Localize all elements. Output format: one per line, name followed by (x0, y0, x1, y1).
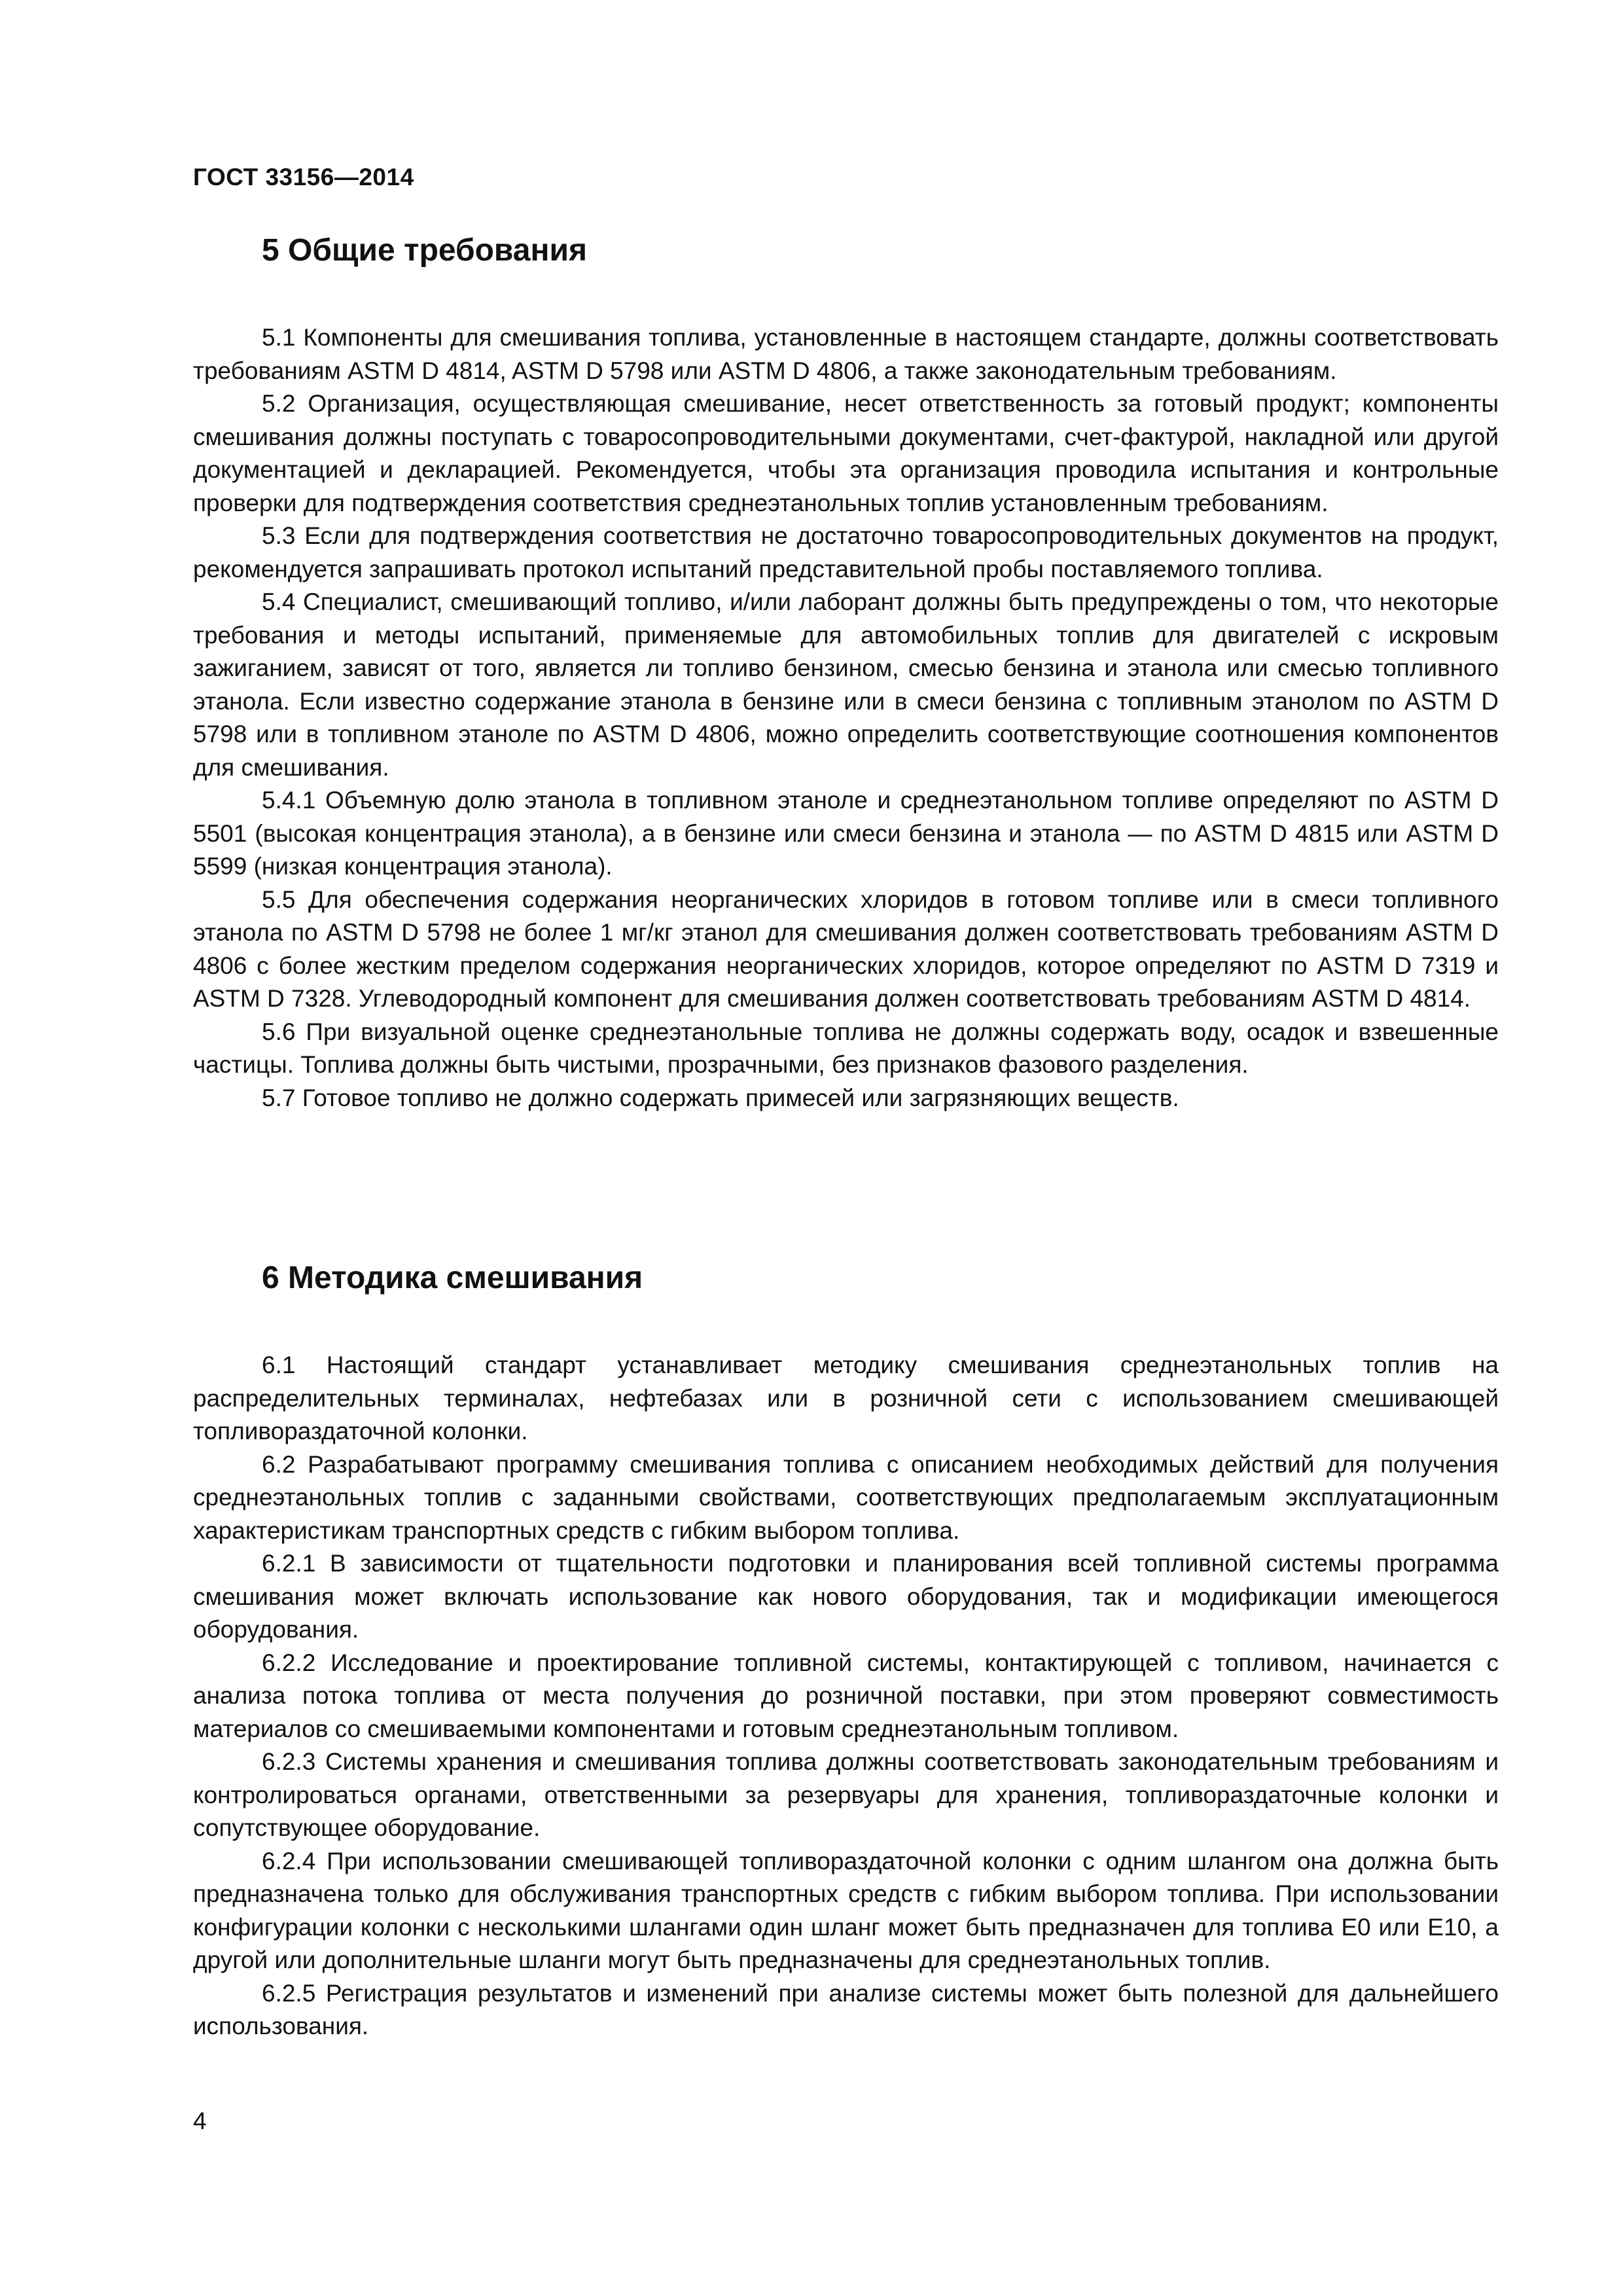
paragraph-6-1: 6.1 Настоящий стандарт устанавливает методику смешивания среднеэтанольных топлив на распределительных терминалах, нефтебазах или в розничной сети с использованием смешивающей топливораздаточной колонки. (193, 1352, 1499, 1444)
paragraph-5-6: 5.6 При визуальной оценке среднеэтанольные топлива не должны содержать воду, осадок и взвешенные частицы. Топлива должны быть чистыми, прозрачными, без признаков фазового разделения. (193, 1018, 1499, 1078)
paragraph-5-4-1: 5.4.1 Объемную долю этанола в топливном этаноле и среднеэтанольном топливе определяют по ASTM D 5501 (высокая концентрация этанола), а в бензине или смеси бензина и этанола — по ASTM D 4815 или ASTM D 5599 (низкая концентрация этанола). (193, 787, 1499, 880)
paragraph-5-1: 5.1 Компоненты для смешивания топлива, установленные в настоящем стандарте, должны соответствовать требованиям ASTM D 4814, ASTM D 5798 или ASTM D 4806, а также законодательным требованиям. (193, 324, 1499, 384)
section-6-title: 6 Методика смешивания (262, 1261, 643, 1295)
paragraph-6-2: 6.2 Разрабатывают программу смешивания топлива с описанием необходимых действий для получения среднеэтанольных топлив с заданными свойствами, соответствующих предполагаемым эксплуатационным характеристикам транспортных средств с гибким выбором топлива. (193, 1450, 1499, 1544)
paragraph-5-7: 5.7 Готовое топливо не должно содержать примесей или загрязняющих веществ. (262, 1084, 1179, 1111)
document-code: ГОСТ 33156—2014 (193, 164, 414, 190)
paragraph-6-2-1: 6.2.1 В зависимости от тщательности подготовки и планирования всей топливной системы программа смешивания может включать использование как нового оборудования, так и модификации имеющегося оборудования. (193, 1550, 1499, 1643)
paragraph-6-2-5: 6.2.5 Регистрация результатов и изменений при анализе системы может быть полезной для дальнейшего использования. (193, 1979, 1499, 2039)
paragraph-6-2-3: 6.2.3 Системы хранения и смешивания топлива должны соответствовать законодательным требованиям и контролироваться органами, ответственными за резервуары для хранения, топливораздаточные колонки и сопутствующее оборудование. (193, 1748, 1499, 1841)
section-5 (193, 232, 1499, 1115)
paragraph-6-2-2: 6.2.2 Исследование и проектирование топливной системы, контактирующей с топливом, начинается с анализа потока топлива от места получения до розничной поставки, при этом проверяют совместимость материалов со смешиваемыми компонентами и готовым среднеэтанольным топливом. (193, 1649, 1499, 1742)
section-5-title: 5 Общие требования (262, 233, 587, 268)
paragraph-5-3: 5.3 Если для подтверждения соответствия не достаточно товаросопроводительных документов на продукт, рекомендуется запрашивать протокол испытаний представительной пробы поставляемого топлива. (193, 522, 1499, 583)
paragraph-6-2-4: 6.2.4 При использовании смешивающей топливораздаточной колонки с одним шлангом она должна быть предназначена только для обслуживания транспортных средств с гибким выбором топлива. При использовании конфигурации колонки с несколькими шлангами один шланг может быть предназначен для топлива Е0 или Е10, а другой или дополнительные шланги могут быть предназначены для среднеэтанольных топлив. (193, 1847, 1499, 1973)
paragraph-5-2: 5.2 Организация, осуществляющая смешивание, несет ответственность за готовый продукт; компоненты смешивания должны поступать с товаросопроводительными документами, счет-фактурой, накладной или другой документацией и декларацией. Рекомендуется, чтобы эта организация проводила испытания и контрольные проверки для подтверждения соответствия среднеэтанольных топлив установленным требованиям. (193, 390, 1499, 516)
paragraph-5-4: 5.4 Специалист, смешивающий топливо, и/или лаборант должны быть предупреждены о том, что некоторые требования и методы испытаний, применяемые для автомобильных топлив для двигателей с искровым зажиганием, зависят от того, является ли топливо бензином, смесью бензина и этанола или смесью топливного этанола. Если известно содержание этанола в бензине или в смеси бензина с топливным этанолом по ASTM D 5798 или в топливном этаноле по ASTM D 4806, можно определить соответствующие соотношения компонентов для смешивания. (193, 588, 1499, 781)
paragraph-5-5: 5.5 Для обеспечения содержания неорганических хлоридов в готовом топливе или в смеси топливного этанола по ASTM D 5798 не более 1 мг/кг этанол для смешивания должен соответствовать требованиям ASTM D 4806 с более жестким пределом содержания неорганических хлоридов, которое определяют по ASTM D 7319 и ASTM D 7328. Углеводородный компонент для смешивания должен соответствовать требованиям ASTM D 4814. (193, 886, 1499, 1012)
page-number: 4 (193, 2108, 207, 2134)
section-6 (193, 1260, 1499, 2043)
